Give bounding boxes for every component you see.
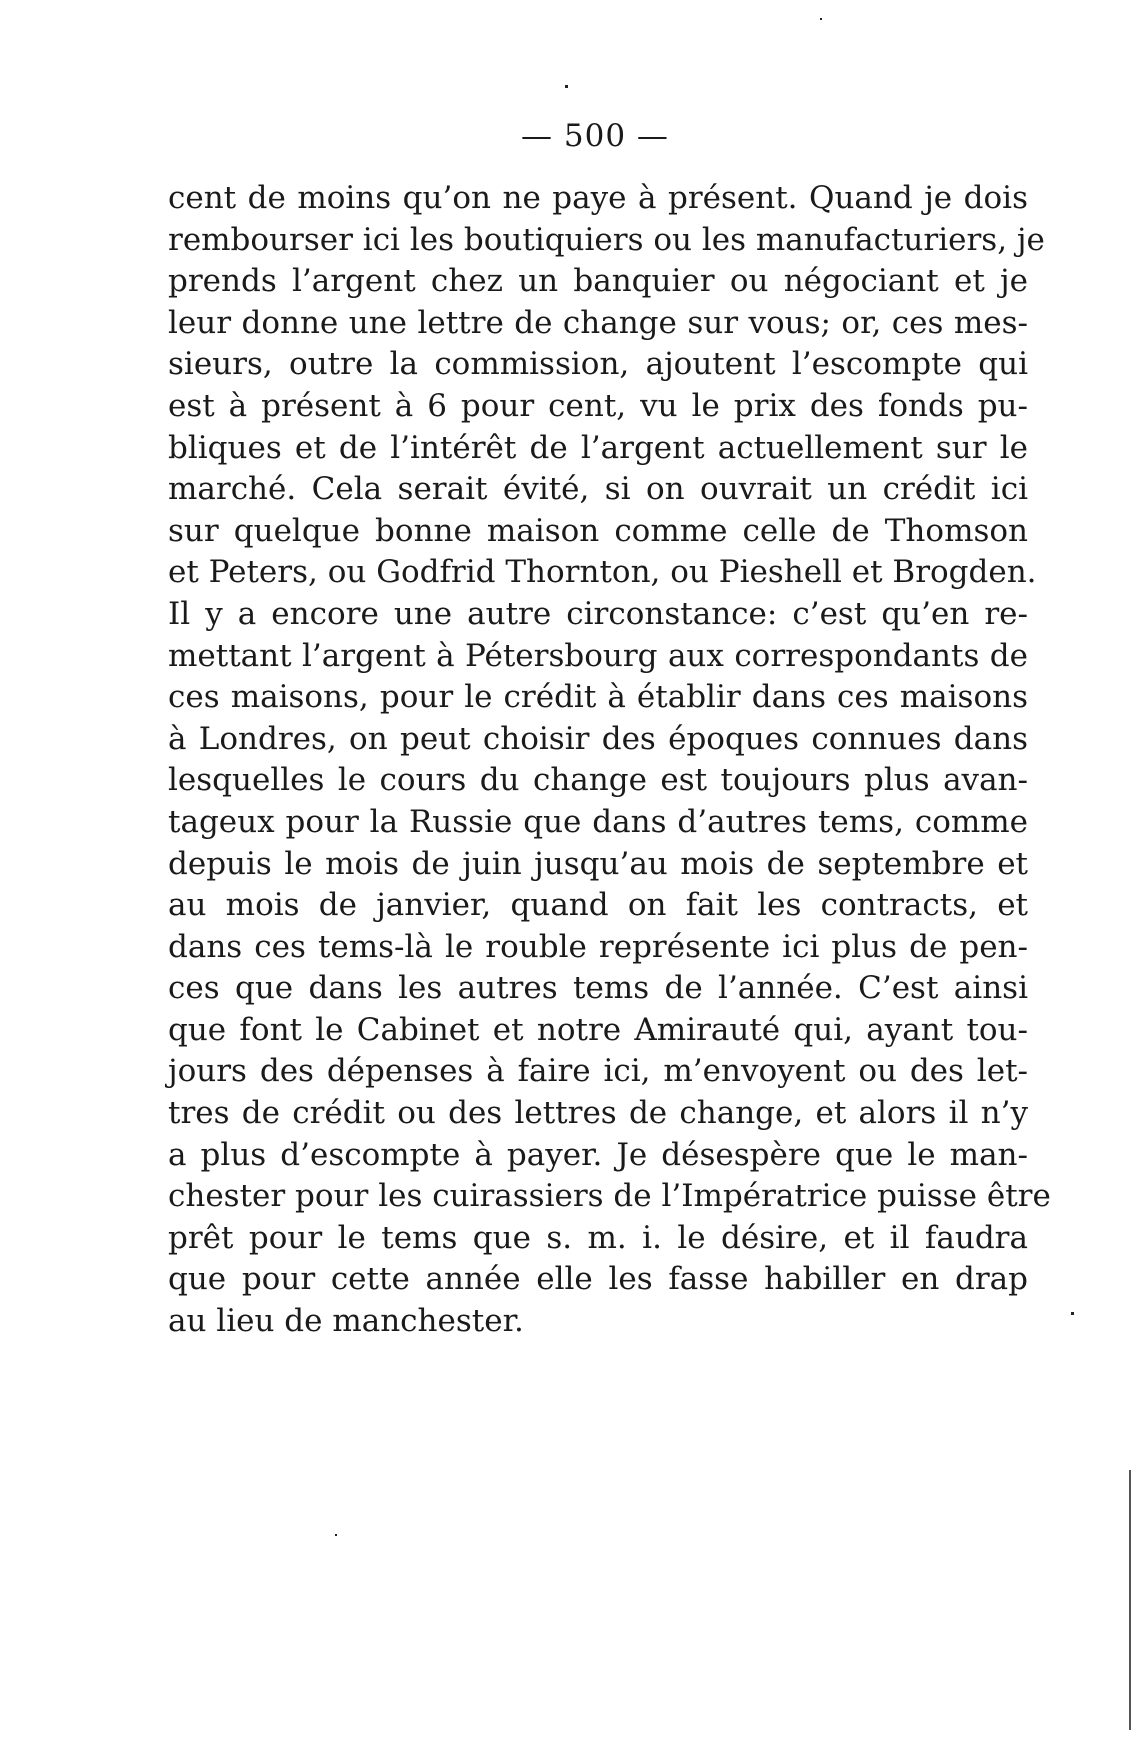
text-line: lesquelles le cours du change est toujours plus avan- bbox=[168, 762, 1028, 799]
text-line: que font le Cabinet et notre Amirauté qui, ayant tou- bbox=[168, 1011, 1028, 1048]
text-line: ces que dans les autres tems de l’année. C’est ainsi bbox=[168, 970, 1028, 1007]
text-line: tres de crédit ou des lettres de change, et alors il n’y bbox=[168, 1095, 1028, 1132]
text-line: leur donne une lettre de change sur vous; or, ces mes- bbox=[168, 304, 1028, 341]
text-line: prêt pour le tems que s. m. i. le désire, et il faudra bbox=[168, 1219, 1028, 1256]
text-line: Il y a encore une autre circonstance: c’est qu’en re- bbox=[168, 595, 1028, 632]
text-line: sieurs, outre la commission, ajoutent l’escompte qui bbox=[168, 346, 1028, 383]
page-edge-line bbox=[1129, 1470, 1131, 1730]
text-line: depuis le mois de juin jusqu’au mois de septembre et bbox=[168, 845, 1028, 882]
text-line: que pour cette année elle les fasse habiller en drap bbox=[168, 1261, 1028, 1298]
text-line: marché. Cela serait évité, si on ouvrait un crédit ici bbox=[168, 471, 1028, 508]
text-line: prends l’argent chez un banquier ou négociant et je bbox=[168, 263, 1028, 300]
text-line: sur quelque bonne maison comme celle de Thomson bbox=[168, 512, 1028, 549]
text-line: mettant l’argent à Pétersbourg aux correspondants de bbox=[168, 637, 1028, 674]
speck bbox=[1071, 1312, 1074, 1315]
text-line: à Londres, on peut choisir des époques connues dans bbox=[168, 720, 1028, 757]
text-line: a plus d’escompte à payer. Je désespère que le man- bbox=[168, 1136, 1028, 1173]
page-number: — 500 — bbox=[521, 118, 669, 154]
text-line: au mois de janvier, quand on fait les contracts, et bbox=[168, 887, 1028, 924]
speck bbox=[820, 18, 822, 20]
text-line: dans ces tems-là le rouble représente ici plus de pen- bbox=[168, 928, 1028, 965]
speck bbox=[335, 1534, 337, 1536]
text-line: et Peters, ou Godfrid Thornton, ou Pieshell et Brogden. bbox=[168, 554, 1037, 591]
text-line: chester pour les cuirassiers de l’Impératrice puisse être bbox=[168, 1178, 1051, 1215]
text-line: bliques et de l’intérêt de l’argent actuellement sur le bbox=[168, 429, 1028, 466]
text-line: ces maisons, pour le crédit à établir dans ces maisons bbox=[168, 679, 1028, 716]
speck bbox=[565, 85, 568, 88]
text-line: cent de moins qu’on ne paye à présent. Quand je dois bbox=[168, 180, 1028, 216]
text-line: rembourser ici les boutiquiers ou les manufacturiers, je bbox=[168, 221, 1045, 258]
text-line: au lieu de manchester. bbox=[168, 1303, 524, 1340]
body-text bbox=[168, 178, 1051, 1343]
text-line: jours des dépenses à faire ici, m’envoyent ou des let- bbox=[168, 1053, 1028, 1090]
text-line: est à présent à 6 pour cent, vu le prix des fonds pu- bbox=[168, 387, 1028, 424]
text-line: tageux pour la Russie que dans d’autres tems, comme bbox=[168, 803, 1028, 840]
